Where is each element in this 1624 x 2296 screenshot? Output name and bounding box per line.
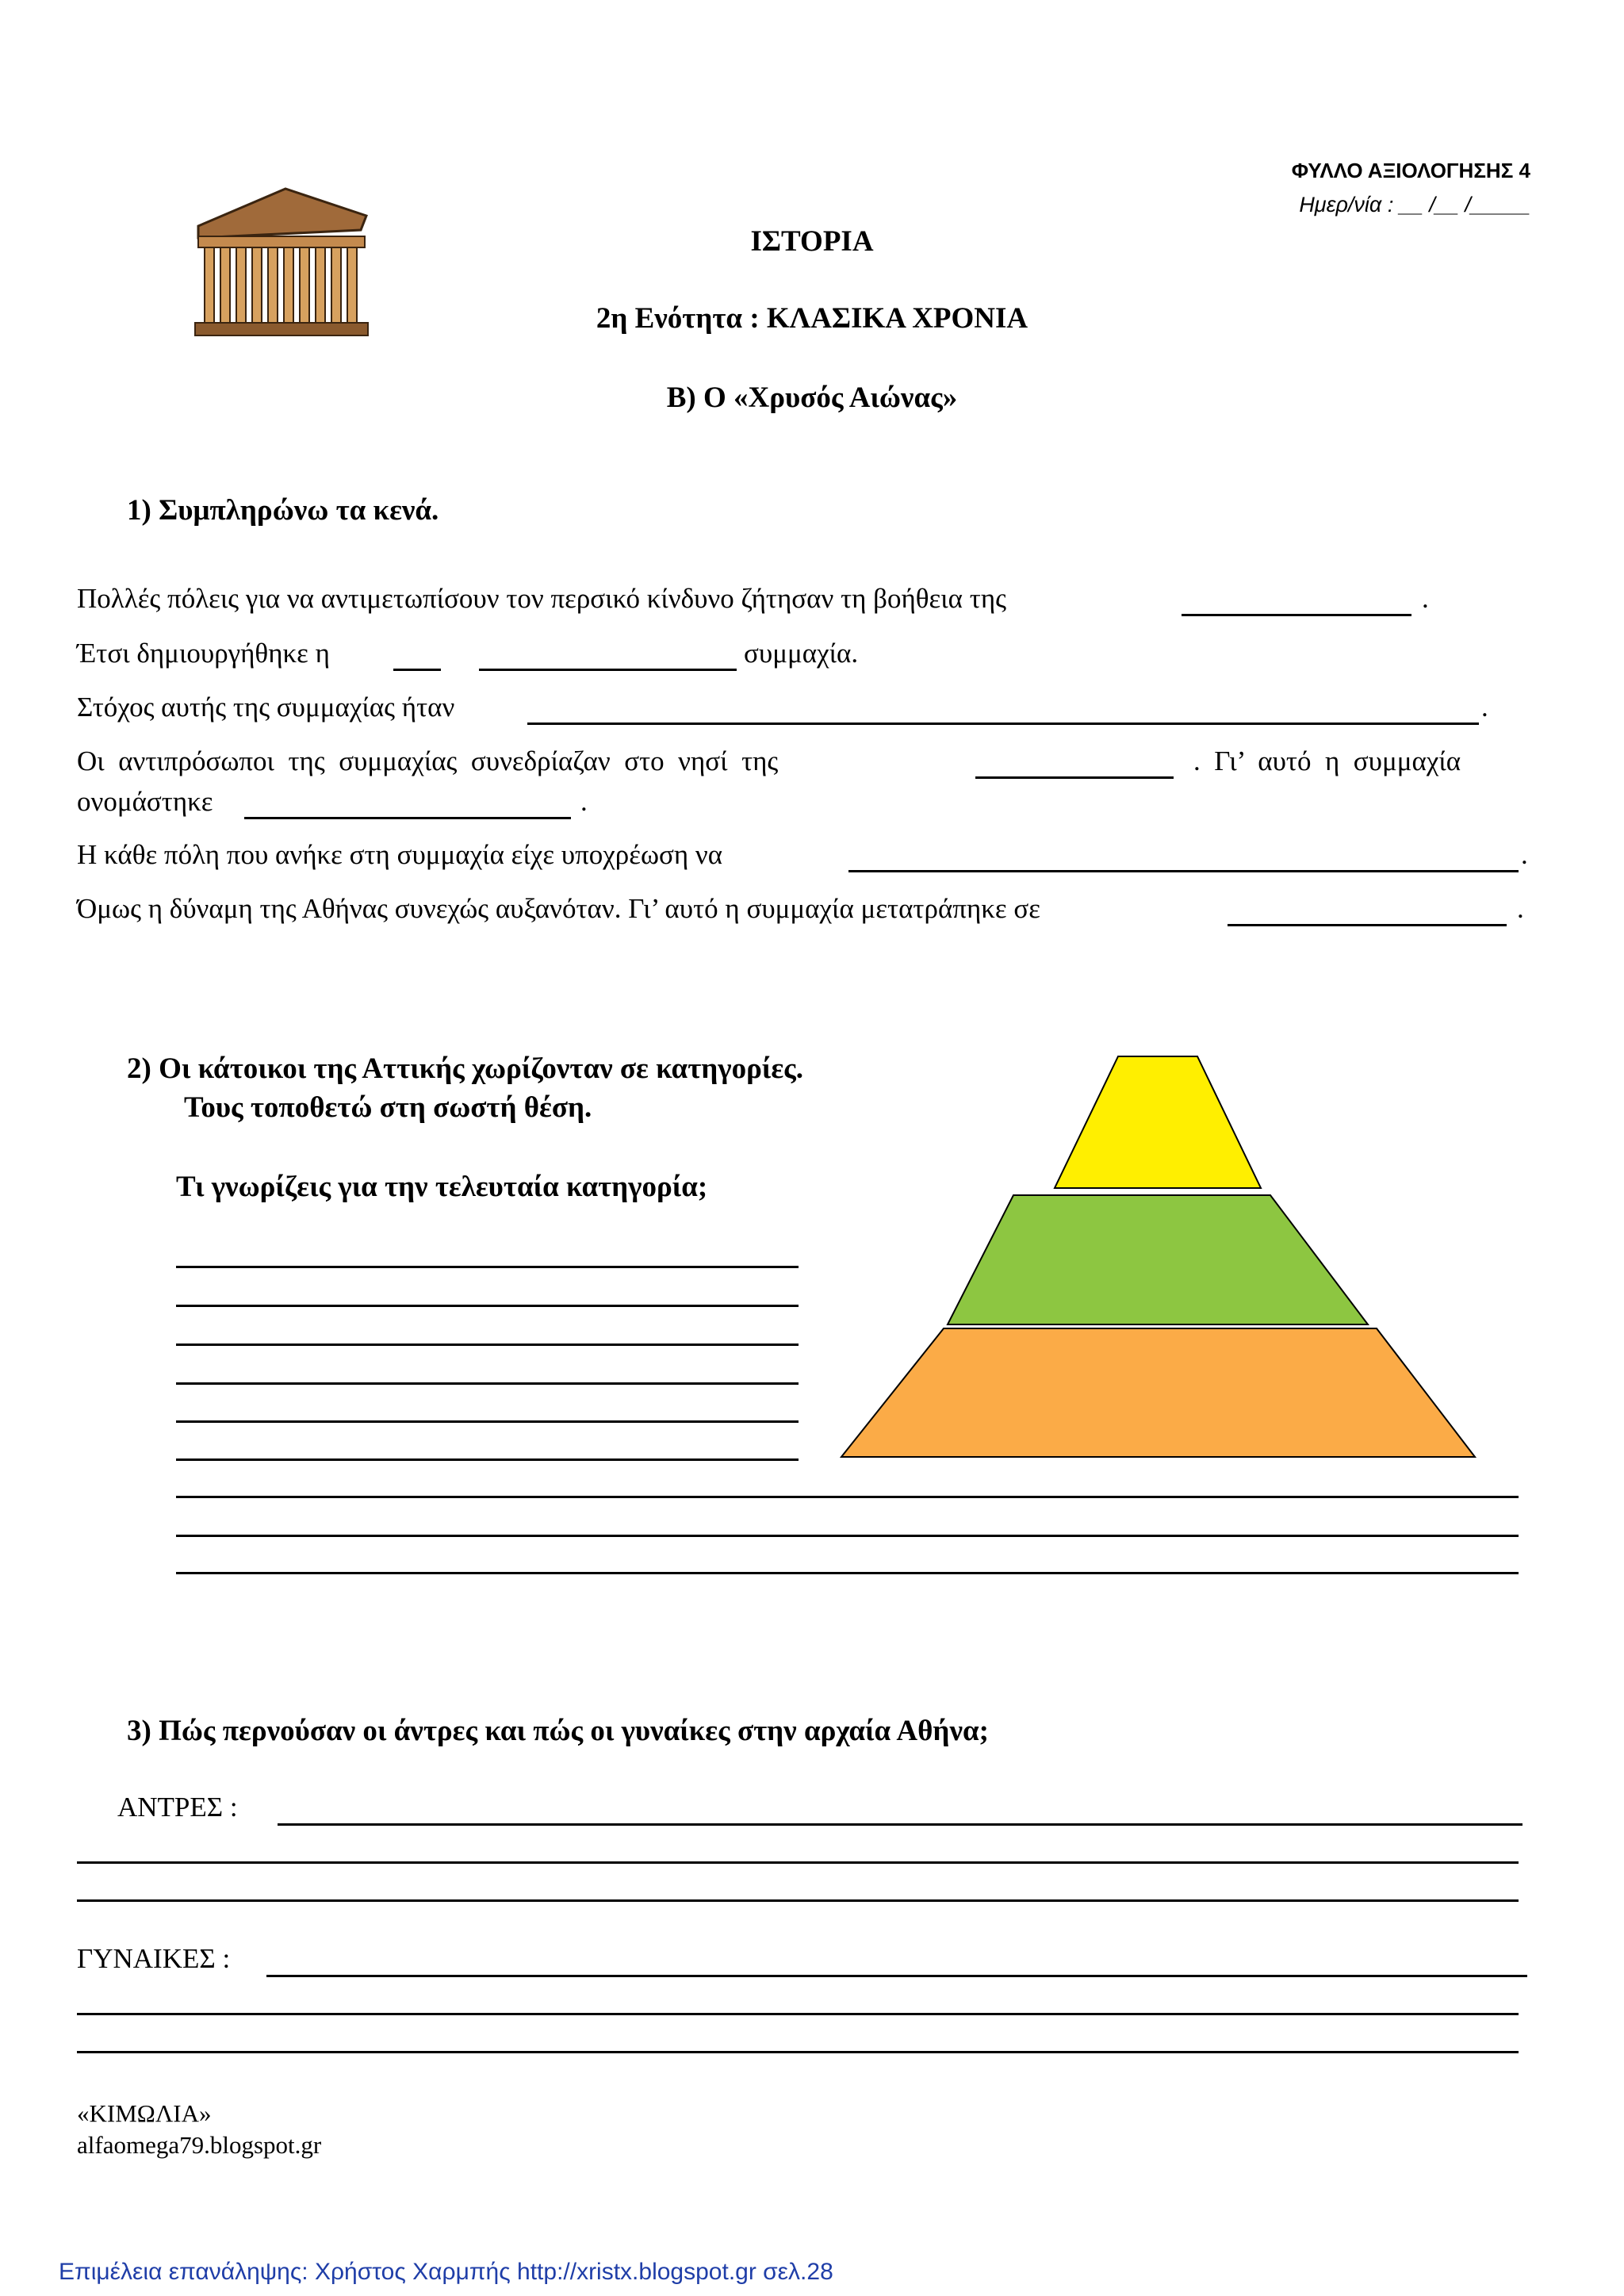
q1-blank-1[interactable] (1182, 614, 1411, 616)
q3-women-line-3[interactable] (77, 2051, 1519, 2053)
q1-blank-6[interactable] (1228, 924, 1507, 926)
q1-sentence-1: Πολλές πόλεις για να αντιμετωπίσουν τον περσικό κίνδυνο ζήτησαν τη βοήθεια της (77, 583, 1006, 614)
q2-title-line-2: Τους τοποθετώ στη σωστή θέση. (184, 1091, 592, 1124)
q2-answer-line-7[interactable] (176, 1496, 1519, 1498)
q2-answer-line-2[interactable] (176, 1305, 799, 1307)
q2-answer-line-1[interactable] (176, 1266, 799, 1268)
pyramid-bottom-tier[interactable] (841, 1328, 1475, 1457)
q1-sentence-2-end: συμμαχία. (744, 638, 859, 669)
q2-title-line-1: 2) Οι κάτοικοι της Αττικής χωρίζονταν σε κατηγορίες. (127, 1052, 804, 1085)
q3-men-line-2[interactable] (77, 1861, 1519, 1864)
q1-blank-2b[interactable] (479, 669, 737, 671)
q1-sentence-3-end: . (1481, 692, 1488, 723)
q2-answer-line-8[interactable] (176, 1535, 1519, 1537)
q1-sentence-4-end: . (580, 786, 588, 817)
q1-sentence-6: Όμως η δύναμη της Αθήνας συνεχώς αυξανόταν. Γι’ αυτό η συμμαχία μετατράπηκε σε (77, 893, 1040, 924)
source-name: «ΚΙΜΩΛΙΑ» (77, 2099, 212, 2127)
q2-answer-line-5[interactable] (176, 1420, 799, 1423)
q2-subquestion: Τι γνωρίζεις για την τελευταία κατηγορία; (176, 1171, 708, 1203)
q3-men-label: ΑΝΤΡΕΣ : (117, 1792, 238, 1823)
q2-answer-line-9[interactable] (176, 1572, 1519, 1574)
sheet-label: ΦΥΛΛΟ ΑΞΙΟΛΟΓΗΣΗΣ 4 (1291, 159, 1530, 182)
q1-blank-2a[interactable] (393, 669, 441, 671)
source-url: alfaomega79.blogspot.gr (77, 2131, 322, 2159)
q1-sentence-4: Οι αντιπρόσωποι της συμμαχίας συνεδρίαζαν στο νησί της (77, 746, 779, 776)
q1-sentence-6-end: . (1517, 893, 1524, 924)
q1-title: 1) Συμπληρώνω τα κενά. (127, 494, 439, 527)
q1-sentence-4-cont: ονομάστηκε (77, 786, 213, 817)
q2-answer-line-3[interactable] (176, 1343, 799, 1346)
q2-answer-line-4[interactable] (176, 1382, 799, 1385)
q3-women-line-2[interactable] (77, 2013, 1519, 2015)
q3-women-label: ΓΥΝΑΙΚΕΣ : (77, 1943, 231, 1974)
q1-sentence-3: Στόχος αυτής της συμμαχίας ήταν (77, 692, 455, 723)
q3-men-line-3[interactable] (77, 1899, 1519, 1902)
q1-sentence-5-end: . (1521, 839, 1528, 870)
q1-blank-5[interactable] (848, 870, 1519, 872)
q1-sentence-4-mid: . Γι’ αυτό η συμμαχία (1193, 746, 1461, 776)
q1-blank-4b[interactable] (244, 817, 571, 819)
q2-answer-line-6[interactable] (176, 1458, 799, 1461)
q3-women-line-1[interactable] (266, 1975, 1527, 1977)
footer-credit: Επιμέλεια επανάληψης: Χρήστος Χαρμπής http://xristx.blogspot.gr σελ.28 (59, 2259, 833, 2285)
q1-sentence-5: Η κάθε πόλη που ανήκε στη συμμαχία είχε υποχρέωση να (77, 839, 723, 870)
pyramid-middle-tier[interactable] (948, 1195, 1368, 1324)
q1-blank-4a[interactable] (975, 776, 1174, 779)
lesson-title: Β) Ο «Χρυσός Αιώνας» (666, 381, 958, 414)
q1-blank-3[interactable] (527, 723, 1479, 725)
q1-sentence-1-end: . (1422, 583, 1429, 614)
unit-title: 2η Ενότητα : ΚΛΑΣΙΚΑ ΧΡΟΝΙΑ (596, 302, 1028, 335)
subject-title: ΙΣΤΟΡΙΑ (750, 225, 874, 258)
date-label: Ημερ/νία : __ /__ /_____ (1299, 193, 1530, 217)
q3-title: 3) Πώς περνούσαν οι άντρες και πώς οι γυναίκες στην αρχαία Αθήνα; (127, 1715, 989, 1747)
q3-men-line-1[interactable] (278, 1823, 1522, 1826)
pyramid-top-tier[interactable] (1055, 1056, 1261, 1188)
social-classes-pyramid (833, 1051, 1483, 1463)
q1-sentence-2: Έτσι δημιουργήθηκε η (77, 638, 330, 669)
